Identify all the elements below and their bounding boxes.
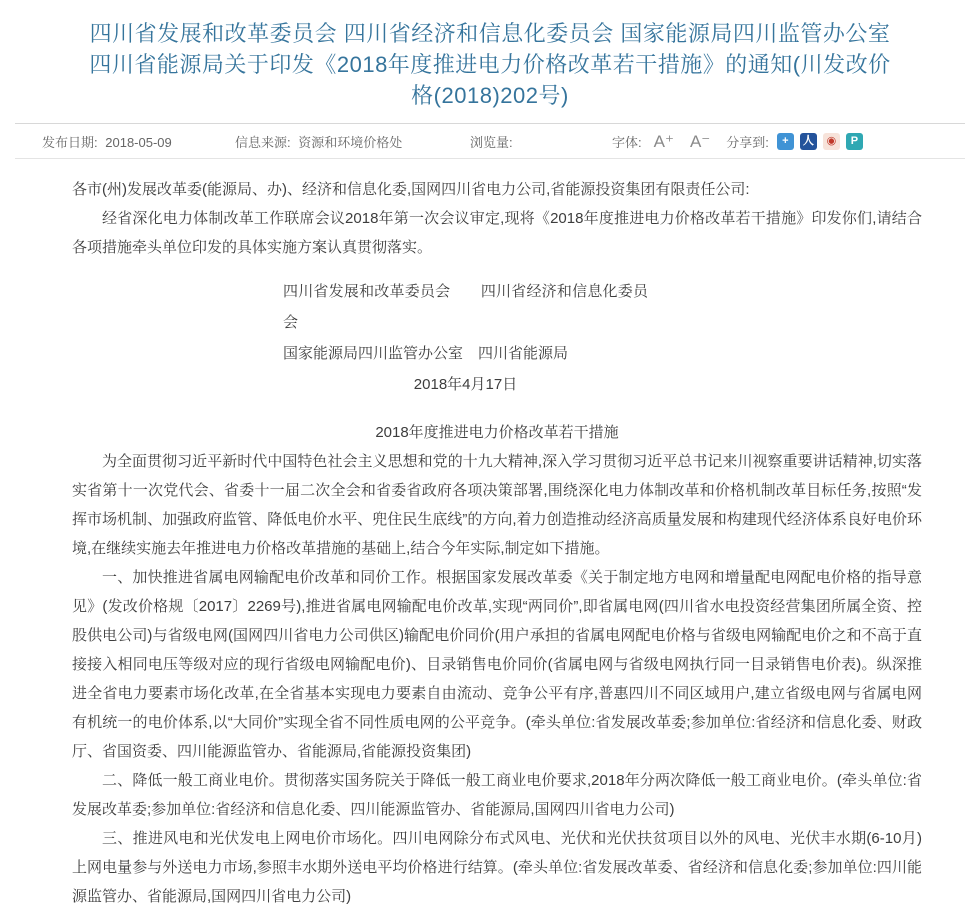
share-more-icon[interactable]: + [777, 133, 794, 150]
intro-paragraph: 经省深化电力体制改革工作联席会议2018年第一次会议审定,现将《2018年度推进电力价格改革若干措施》印发你们,请结合各项措施牵头单位印发的具体实施方案认真贯彻落实。 [72, 210, 922, 256]
signature-orgs-line2: 国家能源局四川监管办公室 四川省能源局 [283, 345, 569, 362]
share-weibo-icon[interactable]: ◉ [823, 133, 840, 150]
share-bar [726, 132, 869, 151]
publish-date-label: 发布日期: [42, 134, 98, 150]
salutation-line: 各市(州)发展改革委(能源局、办)、经济和信息化委,国网四川省电力公司,省能源投资集团有限责任公司: [72, 181, 750, 198]
font-decrease-button[interactable]: A⁻ [689, 131, 711, 151]
share-renren-icon[interactable]: 人 [800, 133, 817, 150]
measure-1-paragraph: 一、加快推进省属电网输配电价改革和同价工作。根据国家发展改革委《关于制定地方电网和增量配电网配电价格的指导意见》(发改价格规〔2017〕2269号),推进省属电网输配电价改革,实现“两同价”,即省属电网(四川省水电投资经营集团所属全资、控股供电公司)与省级电网(国网四川省电力公司供区)输配电价同价(用户承担的省属电网配电价格与省级电网输配电价之和不高于直接接入相同电压等级对应的现行省级电网输配电价)、目录销售电价同价(省属电网与省级电网执行同一目录销售电价表)。纵深推进全省电力要素市场化改革,在全省基本实现电力要素自由流动、竞争公平有序,普惠四川不同区域用户,建立省级电网与省属电网有机统一的电价体系,以“大同价”实现全省不同性质电网的公平竞争。(牵头单位:省发展改革委;参加单位:省经济和信息化委、财政厅、省国资委、四川能源监管办、省能源局,省能源投资集团) [72, 569, 922, 760]
document-body [72, 175, 922, 911]
page-title: 四川省发展和改革委员会 四川省经济和信息化委员会 国家能源局四川监管办公室 四川省能源局关于印发《2018年度推进电力价格改革若干措施》的通知(川发改价格(2018)202号) [89, 21, 891, 108]
signature-block [283, 276, 648, 400]
measure-2-paragraph: 二、降低一般工商业电价。贯彻落实国务院关于降低一般工商业电价要求,2018年分两次降低一般工商业电价。(牵头单位:省发展改革委;参加单位:省经济和信息化委、四川能源监管办、省能源局,国网四川省电力公司) [72, 772, 922, 818]
view-count-label: 浏览量: [470, 134, 513, 150]
info-source-value: 资源和环境价格处 [298, 134, 403, 150]
article-page [0, 18, 980, 905]
measures-preamble-paragraph: 为全面贯彻习近平新时代中国特色社会主义思想和党的十九大精神,深入学习贯彻习近平总书记来川视察重要讲话精神,切实落实省第十一次党代会、省委十一届二次全会和省委省政府各项决策部署,围绕深化电力体制改革和价格机制改革目标任务,按照“发挥市场机制、加强政府监管、降低电价水平、兜住民生底线”的方向,着力创造推动经济高质量发展和构建现代经济体系良好电价环境,在继续实施去年推进电力价格改革措施的基础上,结合今年实际,制定如下措施。 [72, 453, 922, 557]
info-source-label: 信息来源: [235, 134, 291, 150]
share-label: 分享到: [726, 134, 769, 150]
view-count [470, 132, 612, 151]
publish-date-value: 2018-05-09 [105, 134, 172, 150]
font-size-label: 字体: [612, 134, 642, 150]
publish-date [42, 132, 235, 151]
font-size-controls [612, 132, 726, 151]
share-pengyou-icon[interactable]: P [846, 133, 863, 150]
font-increase-button[interactable]: A⁺ [653, 131, 674, 151]
signature-orgs-line1: 四川省发展和改革委员会 四川省经济和信息化委员会 [283, 283, 648, 331]
meta-bar [15, 123, 965, 159]
signature-date: 2018年4月17日 [413, 376, 518, 393]
document-subtitle: 2018年度推进电力价格改革若干措施 [375, 424, 619, 441]
measure-3-paragraph: 三、推进风电和光伏发电上网电价市场化。四川电网除分布式风电、光伏和光伏扶贫项目以外的风电、光伏丰水期(6-10月)上网电量参与外送电力市场,参照丰水期外送电平均价格进行结算。(牵头单位:省发展改革委、省经济和信息化委;参加单位:四川能源监管办、省能源局,国网四川省电力公司) [72, 830, 922, 905]
info-source [235, 132, 470, 151]
